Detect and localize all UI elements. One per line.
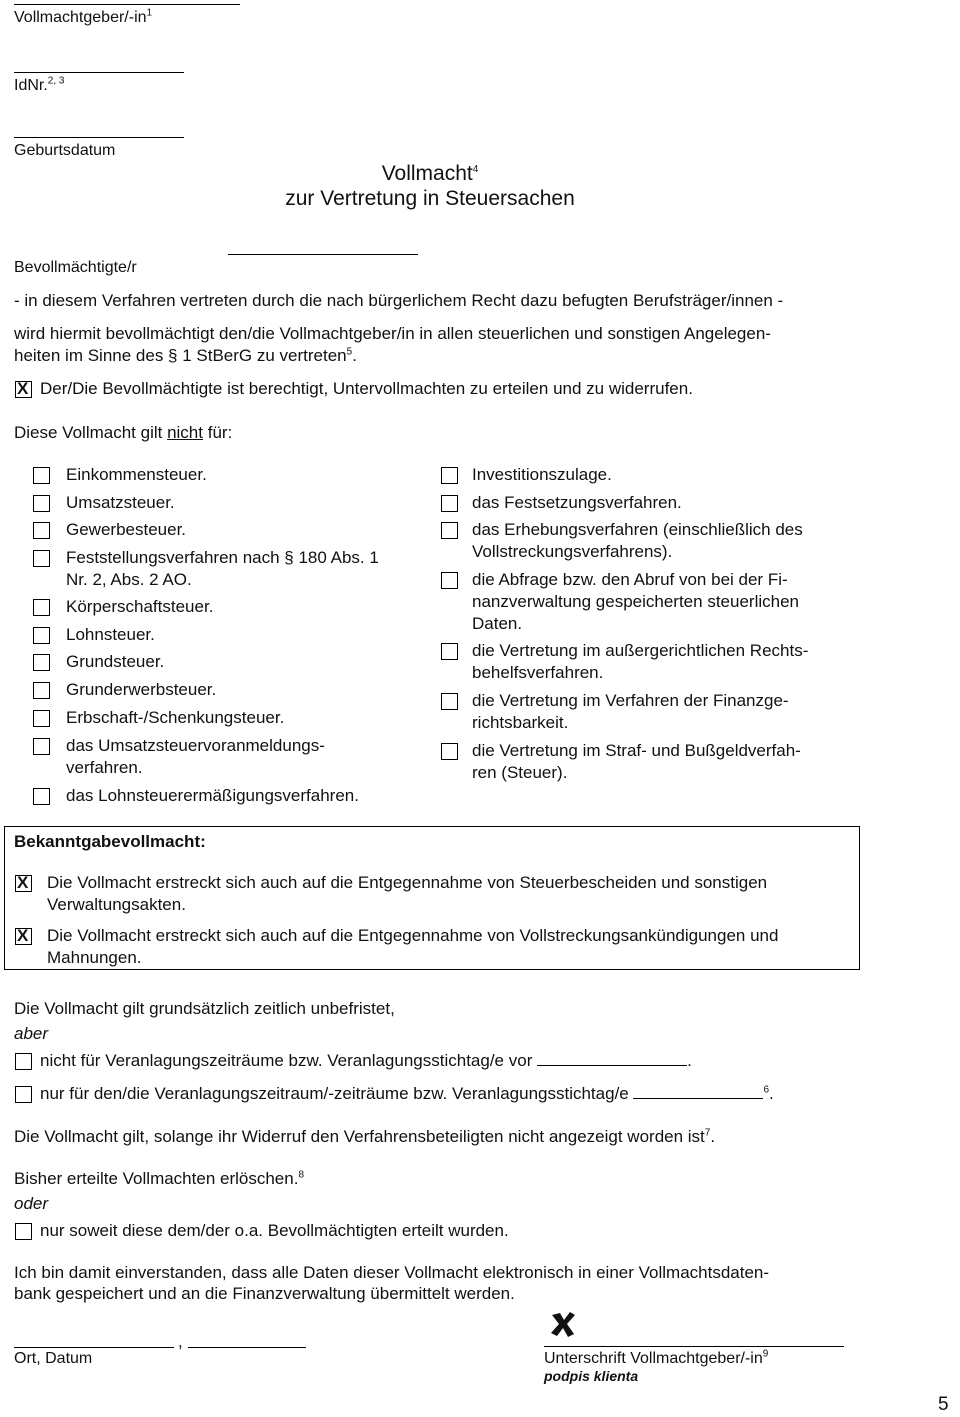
label-bussgeldverfahren-1: die Vertretung im Straf- und Bußgeldverfah-: [472, 741, 801, 760]
page-number: 5: [938, 1394, 949, 1415]
checkbox-umsatzsteuer[interactable]: [33, 495, 50, 512]
ort-datum-comma: ,: [178, 1332, 183, 1351]
checkbox-rechtsbehelfsverfahren[interactable]: [441, 643, 458, 660]
label-abfrage-3: Daten.: [472, 614, 523, 633]
bekanntgabe-item-2-line-2: Mahnungen.: [47, 948, 142, 967]
checkbox-lohnsteuer[interactable]: [33, 627, 50, 644]
label-umsatzsteuervoranmeldung-2: verfahren.: [66, 758, 143, 777]
label-gewerbesteuer: Gewerbesteuer.: [66, 520, 187, 539]
label-feststellungsverfahren-2: Nr. 2, Abs. 2 AO.: [66, 570, 192, 589]
checkbox-umsatzsteuervoranmeldung[interactable]: [33, 738, 50, 755]
bekanntgabe-item-1-line-2: Verwaltungsakten.: [47, 895, 186, 914]
bekanntgabe-item-1-line-1: Die Vollmacht erstreckt sich auch auf die Entgegennahme von Steuerbescheiden und sonstigen: [47, 873, 768, 892]
document-subtitle: zur Vertretung in Steuersachen: [285, 187, 575, 210]
ort-datum-label: Ort, Datum: [14, 1350, 93, 1367]
checkbox-einkommensteuer[interactable]: [33, 467, 50, 484]
label-investitionszulage: Investitionszulage.: [472, 465, 612, 484]
document-title: Vollmacht$^4$: [381, 162, 479, 185]
zeitlich-checkbox-nicht-fuer[interactable]: [15, 1053, 32, 1070]
intro-line-2: wird hiermit bevollmächtigt den/die Vollmachtgeber/in in allen steuerlichen und sonstigen Angelegen-: [14, 324, 771, 343]
zeitlich-option-1-blank[interactable]: [537, 1051, 687, 1066]
label-rechtsbehelfsverfahren-1: die Vertretung im außergerichtlichen Rechts-: [472, 641, 809, 660]
zeitlich-checkbox-nur-fuer[interactable]: [15, 1086, 32, 1103]
label-abfrage-1: die Abfrage bzw. den Abruf von bei der Fi-: [472, 570, 788, 589]
vollmachtgeber-line: [14, 4, 240, 5]
checkbox-gewerbesteuer[interactable]: [33, 522, 50, 539]
bekanntgabe-checkbox-2[interactable]: [15, 928, 32, 945]
checkbox-koerperschaftsteuer[interactable]: [33, 599, 50, 616]
unterschrift-line[interactable]: [544, 1346, 844, 1347]
label-festsetzungsverfahren: das Festsetzungsverfahren.: [472, 493, 682, 512]
intro-line-1: - in diesem Verfahren vertreten durch die nach bürgerlichem Recht dazu befugten Berufsträger/innen -: [14, 291, 784, 310]
intro-line-3: heiten im Sinne des § 1 StBerG zu vertreten$^5$.: [14, 346, 357, 365]
label-erhebungsverfahren-2: Vollstreckungsverfahrens).: [472, 542, 673, 561]
label-lohnsteuer: Lohnsteuer.: [66, 625, 155, 644]
label-grundsteuer: Grundsteuer.: [66, 652, 165, 671]
einverstanden-line-1: Ich bin damit einverstanden, dass alle Daten dieser Vollmacht elektronisch in einer Vollmachtsdaten-: [14, 1263, 770, 1282]
bekanntgabe-heading: Bekanntgabevollmacht:: [14, 832, 206, 851]
bisher-text: Bisher erteilte Vollmachten erlöschen.$^8$: [14, 1169, 304, 1188]
podpis-label: podpis klienta: [544, 1368, 639, 1384]
checkbox-finanzgerichtsbarkeit[interactable]: [441, 693, 458, 710]
label-umsatzsteuer: Umsatzsteuer.: [66, 493, 175, 512]
checkbox-bussgeldverfahren[interactable]: [441, 743, 458, 760]
bisher-oder: oder: [14, 1194, 49, 1213]
checkbox-lohnsteuerermaessigung[interactable]: [33, 788, 50, 805]
zeitlich-option-2-blank[interactable]: [633, 1084, 763, 1099]
label-finanzgerichtsbarkeit-1: die Vertretung im Verfahren der Finanzge-: [472, 691, 789, 710]
label-koerperschaftsteuer: Körperschaftsteuer.: [66, 597, 214, 616]
bisher-option: nur soweit diese dem/der o.a. Bevollmächtigten erteilt wurden.: [40, 1221, 509, 1240]
untervollmacht-checkbox[interactable]: [15, 381, 32, 398]
label-erhebungsverfahren-1: das Erhebungsverfahren (einschließlich des: [472, 520, 803, 539]
untervollmacht-label: Der/Die Bevollmächtigte ist berechtigt, Untervollmachten zu erteilen und zu widerrufen.: [40, 379, 693, 398]
zeitlich-text: Die Vollmacht gilt grundsätzlich zeitlich unbefristet,: [14, 999, 395, 1018]
label-erbschaftsteuer: Erbschaft-/Schenkungsteuer.: [66, 708, 285, 727]
label-umsatzsteuervoranmeldung-1: das Umsatzsteuervoranmeldungs-: [66, 736, 325, 755]
checkbox-grunderwerbsteuer[interactable]: [33, 682, 50, 699]
checkbox-erhebungsverfahren[interactable]: [441, 522, 458, 539]
zeitlich-option-2: nur für den/die Veranlagungszeitraum/-zeiträume bzw. Veranlagungsstichtag/e $^6$.: [40, 1084, 774, 1103]
datum-line[interactable]: [188, 1347, 306, 1348]
checkbox-grundsteuer[interactable]: [33, 654, 50, 671]
idnr-line[interactable]: [14, 72, 184, 73]
nicht-fuer-heading: Diese Vollmacht gilt nicht für:: [14, 423, 233, 442]
widerruf-text: Die Vollmacht gilt, solange ihr Widerruf den Verfahrensbeteiligten nicht angezeigt worden ist$^7$.: [14, 1127, 716, 1146]
bevollmaechtigte-label: Bevollmächtigte/r: [14, 259, 137, 276]
label-finanzgerichtsbarkeit-2: richtsbarkeit.: [472, 713, 569, 732]
label-grunderwerbsteuer: Grunderwerbsteuer.: [66, 680, 217, 699]
checkbox-investitionszulage[interactable]: [441, 467, 458, 484]
checkbox-abfrage[interactable]: [441, 572, 458, 589]
label-abfrage-2: nanzverwaltung gespeicherten steuerlichen: [472, 592, 799, 611]
bevollmaechtigte-line[interactable]: [228, 254, 418, 255]
unterschrift-label: Unterschrift Vollmachtgeber/$-in^9$: [544, 1348, 769, 1367]
einverstanden-line-2: bank gespeichert und an die Finanzverwaltung übermittelt werden.: [14, 1284, 515, 1303]
zeitlich-aber: aber: [14, 1024, 49, 1043]
label-lohnsteuerermaessigung: das Lohnsteuerermäßigungsverfahren.: [66, 786, 359, 805]
label-einkommensteuer: Einkommensteuer.: [66, 465, 207, 484]
vollmachtgeber-label: Vollmachtgeber/$-in^1$: [14, 7, 153, 26]
bisher-checkbox[interactable]: [15, 1223, 32, 1240]
idnr-label: IdNr.$^{2, 3}$: [14, 75, 65, 94]
checkbox-erbschaftsteuer[interactable]: [33, 710, 50, 727]
label-rechtsbehelfsverfahren-2: behelfsverfahren.: [472, 663, 604, 682]
zeitlich-option-1: nicht für Veranlagungszeiträume bzw. Veranlagungsstichtag/e vor .: [40, 1051, 692, 1070]
ort-datum-line[interactable]: [14, 1347, 174, 1348]
bekanntgabe-checkbox-1[interactable]: [15, 875, 32, 892]
checkbox-festsetzungsverfahren[interactable]: [441, 495, 458, 512]
label-feststellungsverfahren-1: Feststellungsverfahren nach § 180 Abs. 1: [66, 548, 379, 567]
label-bussgeldverfahren-2: ren (Steuer).: [472, 763, 568, 782]
geburtsdatum-label: Geburtsdatum: [14, 142, 116, 159]
cross-mark-icon: [548, 1309, 580, 1341]
bekanntgabe-item-2-line-1: Die Vollmacht erstreckt sich auch auf die Entgegennahme von Vollstreckungsankündigungen und: [47, 926, 779, 945]
checkbox-feststellungsverfahren[interactable]: [33, 550, 50, 567]
geburtsdatum-line[interactable]: [14, 137, 184, 138]
